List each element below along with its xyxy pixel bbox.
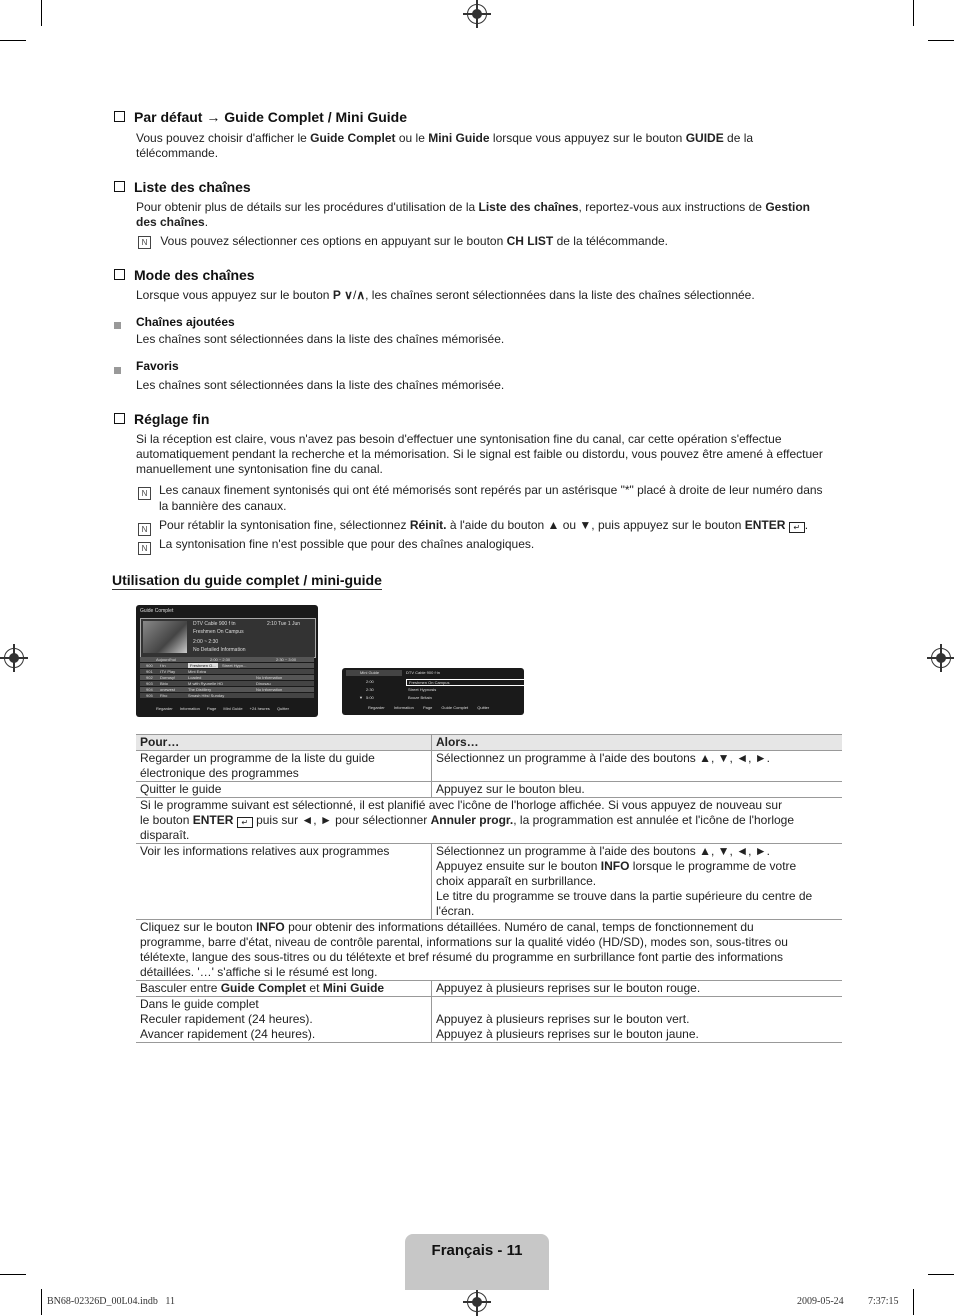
chevron-down-icon: ∨ — [344, 288, 353, 302]
file-slug: BN68-02326D_00L04.indb 11 — [47, 1296, 175, 1307]
time-slug: 7:37:15 — [868, 1296, 899, 1307]
info-panel: DTV Cable 900 f tn 2:10 Tue 1 Jun Freshmen On Campus 2:00 ~ 2:30 No Detailed Information — [140, 618, 316, 658]
table-row: Cliquez sur le bouton INFO pour obtenir des informations détaillées. Numéro de canal, temps de fonctionnement du programme, barre d'état, niveau de contrôle parental, informations sur la qualité vidéo (HD/SD), modes son, sous-titres ou télétexte, langue des sous-titres ou du télétexte et bref résumé du programme en surbrillance font partie des informations détaillées. '…' s'affiche si le résumé est long. — [136, 920, 842, 981]
checkbox-bullet-icon — [114, 413, 125, 424]
section-title-reglage: Réglage fin — [114, 411, 209, 427]
section-title-mode: Mode des chaînes — [114, 267, 255, 283]
paragraph: Lorsque vous appuyez sur le bouton P ∨/∧, les chaînes seront sélectionnées dans la liste des chaînes sélectionnée. — [136, 288, 755, 302]
note: La syntonisation fine n'est possible que pour des chaînes analogiques. — [159, 537, 535, 551]
button-bar — [368, 705, 489, 710]
table-row: Dans le guide complet Reculer rapidement (24 heures). Avancer rapidement (24 heures). Appuyez à plusieurs reprises sur le bouton vert. Appuyez à plusieurs reprises sur le bouton jaune. — [136, 997, 842, 1043]
table-row[interactable]: 900 f tn Freshmen O... Street Hypn... — [140, 663, 314, 668]
item-text: Les chaînes sont sélectionnées dans la liste des chaînes mémorisée. — [136, 378, 505, 392]
list-item[interactable]: 2:00 Freshmen On Campus — [346, 679, 522, 685]
regarder-button[interactable]: Regarder — [368, 705, 385, 710]
crop-mark — [0, 40, 26, 41]
down-arrow-icon: ▼ — [359, 695, 363, 700]
checkbox-bullet-icon — [114, 269, 125, 280]
thumbnail — [143, 621, 187, 653]
item-title: Chaînes ajoutées — [136, 315, 235, 329]
crop-mark — [41, 0, 42, 26]
crop-mark — [913, 1289, 914, 1315]
enter-icon: ↵ — [237, 817, 253, 828]
mini-guide-label: Mini Guide — [346, 670, 402, 676]
mini-guide-screen — [342, 668, 524, 715]
guide-complet-screen — [136, 605, 318, 717]
mini-guide-channel: DTV Cable 900 f tn — [406, 670, 441, 675]
item-title: Favoris — [136, 359, 179, 373]
guide-complet-button[interactable]: Guide Complet — [441, 705, 469, 710]
note-icon: N — [138, 538, 151, 556]
regarder-button[interactable]: Regarder — [156, 706, 173, 711]
guide-actions-table — [136, 734, 842, 1043]
registration-mark-icon — [4, 648, 24, 668]
paragraph: Si la réception est claire, vous n'avez pas besoin d'effectuer une syntonisation fine du canal, car cette opération s'effectue automatiquement pendant la recherche et la mémorisation. Si le signal est faible ou distordu, vous pouvez être amené à effectuer manuellement une syntonisation fine du canal. — [136, 432, 823, 476]
quitter-button[interactable]: Quitter — [477, 705, 490, 710]
note: N Vous pouvez sélectionner ces options en appuyant sur le bouton CH LIST de la télécommande. — [138, 234, 838, 249]
paragraph: Pour obtenir plus de détails sur les procédures d'utilisation de la Liste des chaînes, reportez-vous aux instructions de Gestion des chaînes. — [136, 200, 810, 229]
note-icon: N — [138, 236, 151, 249]
checkbox-bullet-icon — [114, 111, 125, 122]
crop-mark — [0, 1274, 26, 1275]
chevron-up-icon: ∧ — [356, 288, 366, 302]
note-icon: N — [138, 519, 151, 537]
plus-24-button[interactable]: +24 heures — [249, 706, 270, 711]
note-icon: N — [138, 483, 151, 501]
quitter-button[interactable]: Quitter — [276, 706, 289, 711]
page-button[interactable]: Page — [206, 706, 217, 711]
crop-mark — [41, 1289, 42, 1315]
note: Pour rétablir la syntonisation fine, sélectionnez Réinit. à l'aide du bouton ▲ ou ▼, puis appuyez sur le bouton ENTER ↵ . — [159, 518, 809, 532]
square-bullet-icon — [114, 367, 121, 374]
table-row[interactable]: 905 Rho Smash Hits! Sunday — [140, 693, 314, 698]
information-button[interactable]: Information — [393, 705, 414, 710]
table-row[interactable]: 904 onewest The Distillery No Information — [140, 687, 314, 692]
table-row: Basculer entre Guide Complet et Mini Guide Appuyez à plusieurs reprises sur le bouton rouge. — [136, 981, 842, 997]
section-title-par-defaut: Par défaut → Guide Complet / Mini Guide — [114, 109, 407, 125]
section-title-liste: Liste des chaînes — [114, 179, 251, 195]
table-row[interactable]: 902 Dorrusy! Loaded No Information — [140, 675, 314, 680]
table-row: Si le programme suivant est sélectionné, il est planifié avec l'icône de l'horloge affichée. Si vous appuyez de nouveau sur le bouton ENTER ↵ puis sur ◄, ► pour sélectionner Annuler progr., la programmation est annulée et l'icône de l'horloge disparaît. — [136, 798, 842, 844]
page-number-tab: Français - 11 — [405, 1234, 549, 1290]
crop-mark — [913, 0, 914, 26]
table-header: Pour… Alors… — [136, 735, 842, 751]
crop-mark — [928, 40, 954, 41]
table-row: Regarder un programme de la liste du guide électronique des programmes Sélectionnez un programme à l'aide des boutons ▲, ▼, ◄, ►. — [136, 751, 842, 782]
information-button[interactable]: Information — [179, 706, 200, 711]
section-title-utilisation: Utilisation du guide complet / mini-guide — [112, 572, 382, 588]
registration-mark-icon — [467, 1292, 487, 1312]
grid-header: Aujourd'hui 2:00 ~ 2:30 2:30 ~ 3:00 — [140, 657, 314, 662]
square-bullet-icon — [114, 322, 121, 329]
registration-mark-icon — [931, 648, 951, 668]
screen-header: Guide Complet — [140, 608, 174, 614]
table-row[interactable]: 903 Bbio M with Ryunelle HD Dinosau — [140, 681, 314, 686]
page-button[interactable]: Page — [422, 705, 433, 710]
table-row[interactable]: 901 ITV Play Mint Extra — [140, 669, 314, 674]
table-row: Voir les informations relatives aux programmes Sélectionnez un programme à l'aide des boutons ▲, ▼, ◄, ►. Appuyez ensuite sur le bouton INFO lorsque le programme de votre choix apparaît en surbrillance. Le titre du programme se trouve dans la partie supérieure du centre de l'écran. — [136, 844, 842, 920]
item-text: Les chaînes sont sélectionnées dans la liste des chaînes mémorisée. — [136, 332, 505, 346]
list-item — [114, 316, 121, 334]
list-item[interactable]: ▼ 5:00 Booze Britain — [359, 695, 432, 700]
mini-guide-button[interactable]: Mini Guide — [223, 706, 243, 711]
registration-mark-icon — [467, 4, 487, 24]
enter-icon: ↵ — [789, 522, 805, 533]
checkbox-bullet-icon — [114, 181, 125, 192]
paragraph: Vous pouvez choisir d'afficher le Guide Complet ou le Mini Guide lorsque vous appuyez sur le bouton GUIDE de la télécommande. — [136, 131, 754, 160]
list-item[interactable]: 2:30 Street Hypnosis — [366, 687, 437, 692]
table-row: Quitter le guide Appuyez sur le bouton bleu. — [136, 782, 842, 798]
list-item — [114, 361, 121, 379]
crop-mark — [928, 1274, 954, 1275]
note: Les canaux finement syntonisés qui ont été mémorisés sont repérés par un astérisque "*" placé à droite de leur numéro dans la bannière des canaux. — [159, 483, 823, 513]
date-slug: 2009-05-24 — [797, 1296, 844, 1307]
button-bar — [156, 706, 316, 711]
